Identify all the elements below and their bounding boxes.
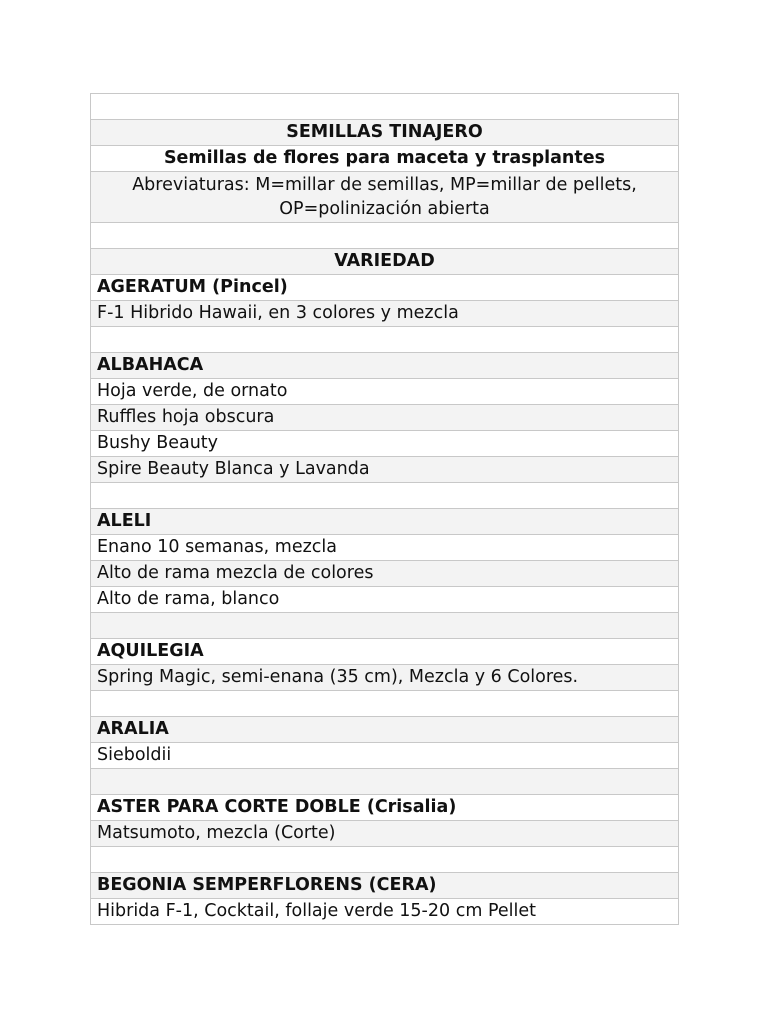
table-row: [91, 509, 679, 535]
table-row: [91, 301, 679, 327]
table-row: [91, 587, 679, 613]
blank-cell: [91, 613, 679, 639]
variety-item: Sieboldii: [91, 743, 679, 769]
blank-cell: [91, 691, 679, 717]
abbreviations-note: Abreviaturas: M=millar de semillas, MP=millar de pellets, OP=polinización abierta: [91, 172, 679, 223]
table-row: [91, 94, 679, 120]
variety-item: Spire Beauty Blanca y Lavanda: [91, 457, 679, 483]
table-row: [91, 769, 679, 795]
sheet-title: SEMILLAS TINAJERO: [91, 120, 679, 146]
table-row: [91, 120, 679, 146]
variety-item: Spring Magic, semi-enana (35 cm), Mezcla y 6 Colores.: [91, 665, 679, 691]
variety-group-header: ALBAHACA: [91, 353, 679, 379]
table-row: [91, 483, 679, 509]
variety-group-header: ARALIA: [91, 717, 679, 743]
blank-cell: [91, 483, 679, 509]
sheet-subtitle: Semillas de flores para maceta y trasplantes: [91, 146, 679, 172]
table-row: [91, 717, 679, 743]
table-row: [91, 873, 679, 899]
blank-cell: [91, 94, 679, 120]
variety-item: Hibrida F-1, Cocktail, follaje verde 15-20 cm Pellet: [91, 899, 679, 925]
blank-cell: [91, 847, 679, 873]
blank-cell: [91, 327, 679, 353]
table-row: [91, 223, 679, 249]
table-row: [91, 172, 679, 223]
table-row: [91, 899, 679, 925]
variety-group-header: AGERATUM (Pincel): [91, 275, 679, 301]
column-header-variedad: VARIEDAD: [91, 249, 679, 275]
variety-item: Alto de rama, blanco: [91, 587, 679, 613]
variety-item: Alto de rama mezcla de colores: [91, 561, 679, 587]
variety-item: Ruffles hoja obscura: [91, 405, 679, 431]
blank-cell: [91, 223, 679, 249]
table-row: [91, 353, 679, 379]
table-row: [91, 561, 679, 587]
table-row: [91, 613, 679, 639]
variety-group-header: ALELI: [91, 509, 679, 535]
table-row: [91, 821, 679, 847]
blank-cell: [91, 769, 679, 795]
variety-item: Hoja verde, de ornato: [91, 379, 679, 405]
variety-group-header: AQUILEGIA: [91, 639, 679, 665]
table-row: [91, 535, 679, 561]
variety-item: Matsumoto, mezcla (Corte): [91, 821, 679, 847]
table-body: [91, 94, 679, 925]
variety-group-header: ASTER PARA CORTE DOBLE (Crisalia): [91, 795, 679, 821]
table-row: [91, 249, 679, 275]
table-row: [91, 405, 679, 431]
table-row: [91, 691, 679, 717]
seed-catalog-table: [90, 93, 679, 925]
table-row: [91, 275, 679, 301]
table-row: [91, 327, 679, 353]
table-row: [91, 795, 679, 821]
table-row: [91, 665, 679, 691]
table-row: [91, 743, 679, 769]
table-row: [91, 639, 679, 665]
table-row: [91, 379, 679, 405]
table-row: [91, 847, 679, 873]
table-row: [91, 146, 679, 172]
variety-item: Bushy Beauty: [91, 431, 679, 457]
variety-item: F-1 Hibrido Hawaii, en 3 colores y mezcla: [91, 301, 679, 327]
variety-group-header: BEGONIA SEMPERFLORENS (CERA): [91, 873, 679, 899]
table-row: [91, 457, 679, 483]
table-row: [91, 431, 679, 457]
variety-item: Enano 10 semanas, mezcla: [91, 535, 679, 561]
